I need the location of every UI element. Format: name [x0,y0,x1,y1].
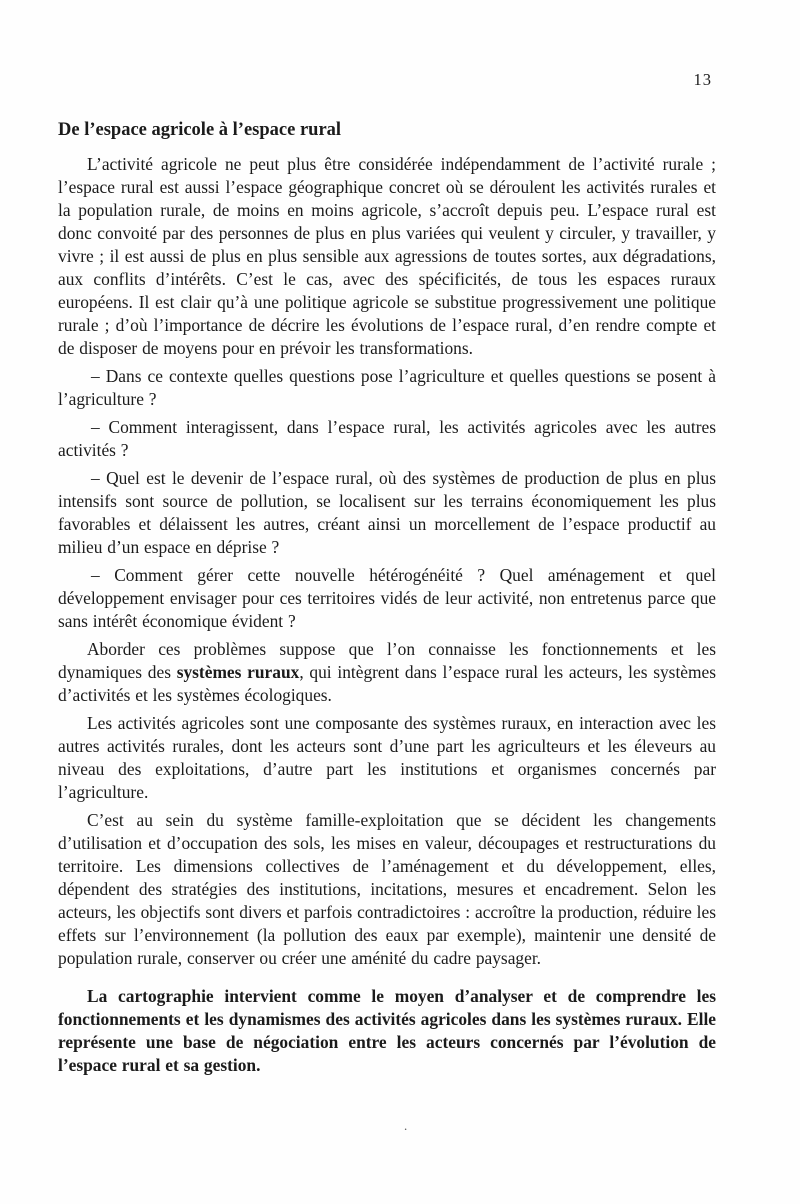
text: Les activités agricoles sont une composante des systèmes ruraux, en interaction avec les autres activités rurales, dont les acteurs sont d’une part les agriculteurs et les éleveurs au niveau des exploitations, d’autre part les institutions et organismes concernés par l’agriculture. [58,713,716,802]
page-number: 13 [693,70,712,89]
paragraph [58,467,716,559]
text: L’activité agricole ne peut plus être considérée indépendamment de l’activité rurale ; l’espace rural est aussi l’espace géographique concret où se déroulent les activités rurales et la population rurale, de moins en moins agricole, s’accroît depuis peu. L’espace rural est donc convoité par des personnes de plus en plus variées qui veulent y circuler, y travailler, y vivre ; il est aussi de plus en plus sensible aux agressions de toutes sortes, aux dégradations, aux conflits d’intérêts. C’est le cas, avec des spécificités, de tous les espaces ruraux européens. Il est clair qu’à une politique agricole se substitue progressivement une politique rurale ; d’où l’importance de décrire les évolutions de l’espace rural, d’en rendre compte et de disposer de moyens pour en prévoir les transformations. [58,154,716,358]
text: – Comment interagissent, dans l’espace rural, les activités agricoles avec les autres activités ? [58,417,716,460]
text: Aborder ces problèmes suppose que l’on connaisse les fonctionnements et les dynamiques des [58,639,716,682]
page-content [58,118,716,1082]
paragraph [58,809,716,970]
paragraph [58,712,716,804]
paragraph [58,153,716,360]
bold-text: La cartographie intervient comme le moyen d’analyser et de comprendre les fonctionnements et les dynamismes des activités agricoles dans les systèmes ruraux. Elle représente une base de négociation entre les acteurs concernés par l’évolution de l’espace rural et sa gestion. [58,986,716,1075]
paragraph [58,365,716,411]
page-body [58,153,716,1077]
section-heading: De l’espace agricole à l’espace rural [58,120,342,140]
text: C’est au sein du système famille-exploitation que se décident les changements d’utilisation et d’occupation des sols, les mises en valeur, découpages et restructurations du territoire. Les dimensions collectives de l’aménagement et du développement, elles, dépendent des stratégies des institutions, incitations, mesures et encadrement. Selon les acteurs, les objectifs sont divers et parfois contradictoires : accroître la production, réduire les effets sur l’environnement (la pollution des eaux par exemple), maintenir une densité de population rurale, conserver ou créer une aménité du cadre paysager. [58,810,716,968]
bold-text: systèmes ruraux [176,662,300,682]
text: , qui intègrent dans l’espace rural les acteurs, les systèmes d’activités et les systèmes écologiques. [58,662,717,705]
text: – Comment gérer cette nouvelle hétérogénéité ? Quel aménagement et quel développement envisager pour ces territoires vidés de leur activité, non entretenus parce que sans intérêt économique évident ? [58,565,716,631]
paragraph [58,638,716,707]
text: – Dans ce contexte quelles questions pose l’agriculture et quelles questions se posent à l’agriculture ? [58,366,716,409]
paragraph [58,416,716,462]
text: – Quel est le devenir de l’espace rural, où des systèmes de production de plus en plus intensifs sont source de pollution, se localisent sur les terrains économiquement les plus favorables et délaissent les autres, créant ainsi un morcellement de l’espace productif au milieu d’un espace en déprise ? [58,468,716,557]
paragraph [58,985,716,1077]
paragraph [58,564,716,633]
stray-mark: . [404,1118,408,1133]
